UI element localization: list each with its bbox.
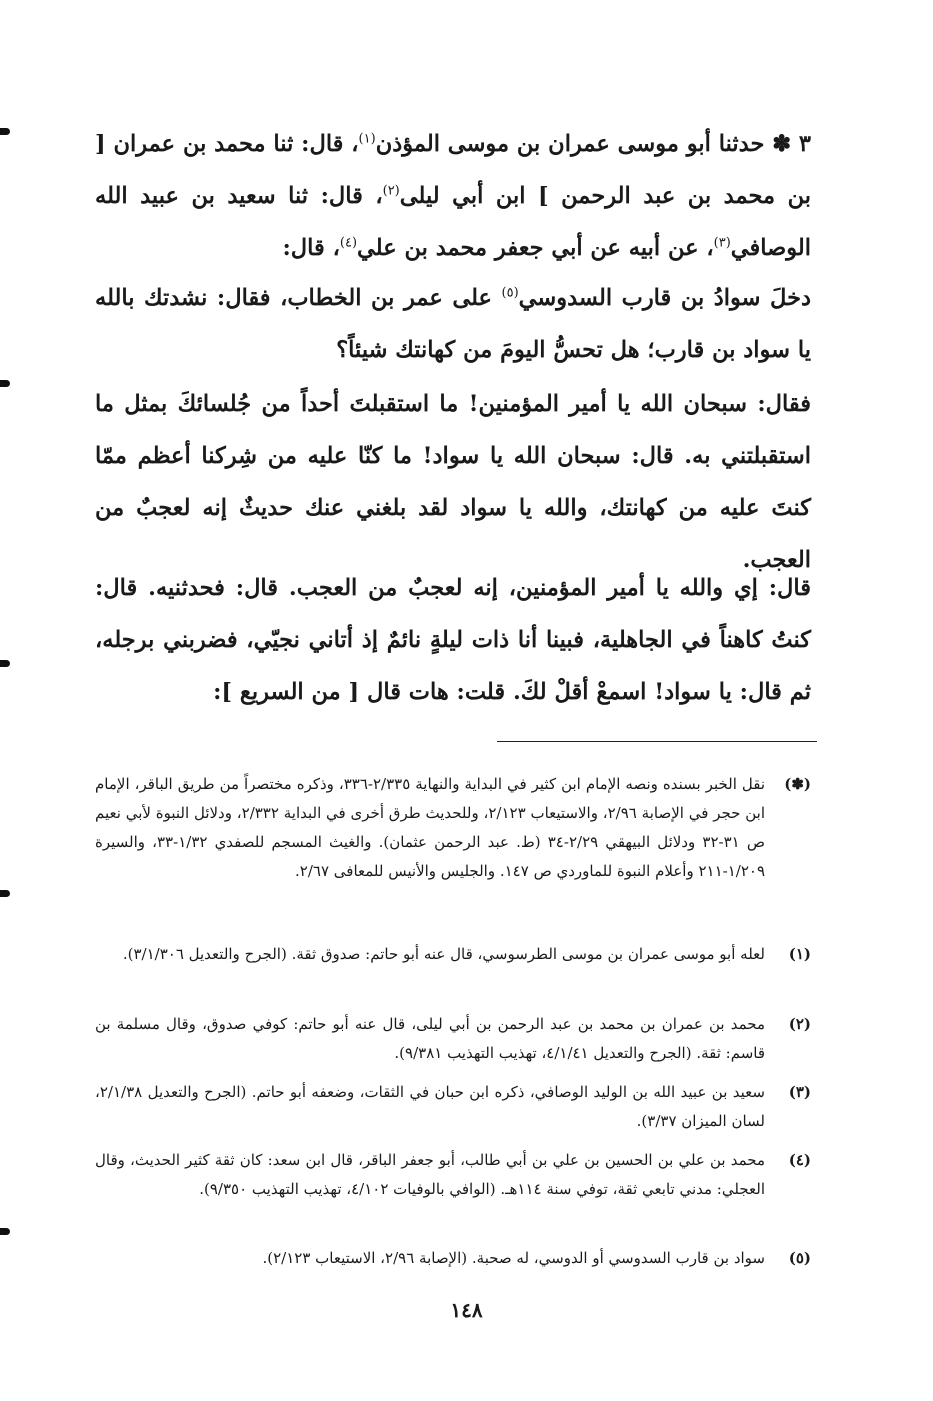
footnote-divider — [497, 741, 817, 742]
footnote-ref: (٥) — [501, 285, 519, 301]
page-number: ١٤٨ — [450, 1298, 483, 1322]
narrative-paragraph: فقال: سبحان الله يا أمير المؤمنين! ما استقبلتَ أحداً من جُلسائكَ بمثل ما استقبلتني به. قال: سبحان الله يا سواد! ما كنّا عليه من شِركنا أعظم ممّا كنتَ عليه من كهانتك، والله يا سواد لقد بلغني عنك حديثٌ إنه لعجبٌ من العجب. — [95, 391, 811, 573]
narrative-paragraph: قال: إي والله يا أمير المؤمنين، إنه لعجبٌ من العجب. قال: فحدثنيه. قال: كنتُ كاهناً في الجاهلية، فبينا أنا ذات ليلةٍ نائمٌ إذ أتاني نجيّي، فضربني برجله، ثم قال: يا سواد! اسمعْ أقلْ لكَ. قلت: هات قال [ من السريع ]: — [95, 575, 811, 705]
margin-tab-mark — [0, 890, 10, 897]
margin-tab-mark — [0, 128, 10, 135]
footnote-ref: (١) — [358, 131, 376, 147]
footnote-marker: (١) — [788, 945, 811, 963]
footnote-ref: (٤) — [339, 235, 358, 251]
footnote-marker: (٣) — [788, 1083, 811, 1101]
margin-tab-mark — [0, 380, 10, 387]
footnote — [95, 770, 811, 886]
footnote — [95, 1078, 811, 1136]
footnote-text: لعله أبو موسى عمران بن موسى الطرسوسي، قال عنه أبو حاتم: صدوق ثقة. (الجرح والتعديل ٣/١/٣٠٦). — [122, 945, 765, 963]
footnote-text: سواد بن قارب السدوسي أو الدوسي، له صحبة. (الإصابة ٢/٩٦، الاستيعاب ٢/١٢٣). — [262, 1249, 765, 1267]
margin-tab-mark — [0, 1228, 10, 1235]
footnote-marker: (✽) — [784, 775, 811, 793]
footnote-ref: (٣) — [713, 235, 731, 251]
footnote — [95, 940, 811, 969]
footnote-marker: (٢) — [788, 1015, 811, 1033]
footnote-text: محمد بن علي بن الحسين بن علي بن أبي طالب، أبو جعفر الباقر، قال ابن سعد: كان ثقة كثير الحديث، وقال العجلي: مدني تابعي ثقة، توفي سنة ١١٤هـ. (الوافي بالوفيات ٤/١٠٢، تهذيب التهذيب ٩/٣٥٠). — [95, 1151, 765, 1198]
footnote-text: نقل الخبر بسنده ونصه الإمام ابن كثير في البداية والنهاية ٢/٣٣٥-٣٣٦، وذكره مختصراً من طريق الباقر، الإمام ابن حجر في الإصابة ٢/٩٦، والاستيعاب ٢/١٢٣، وللحديث طرق أخرى في البداية ٢/٣٣٢، ودلائل النبوة لأبي نعيم ص ٣١-٣٢ ودلائل البيهقي ٢/٢٩-٣٤ (ط. عبد الرحمن عثمان). والغيث المسجم للصفدي ١/٣٢-٣٣، والسيرة ١/٢٠٩-٢١١ وأعلام النبوة للماوردي ص ١٤٧. والجليس والأنيس للمعافى ٢/٦٧. — [95, 775, 766, 880]
footnote-text: سعيد بن عبيد الله بن الوليد الوصافي، ذكره ابن حبان في الثقات، وضعفه أبو حاتم. (الجرح والتعديل ٢/١/٣٨، لسان الميزان ٣/٣٧). — [95, 1083, 765, 1130]
footnote — [95, 1244, 811, 1273]
footnote — [95, 1146, 811, 1204]
margin-tab-mark — [0, 660, 10, 667]
narrative-paragraph: دخلَ سوادُ بن قارب السدوسي$^{(٥)}$ على عمر بن الخطاب، فقال: نشدتك بالله يا سواد بن قارب؛ هل تحسُّ اليومَ من كهانتك شيئاً؟ — [95, 285, 811, 363]
footnote-ref: (٢) — [382, 183, 400, 199]
footnote-marker: (٥) — [788, 1249, 811, 1267]
footnote-text: محمد بن عمران بن محمد بن عبد الرحمن بن أبي ليلى، قال عنه أبو حاتم: كوفي صدوق، وقال مسلمة بن قاسم: ثقة. (الجرح والتعديل ٤/١/٤١، تهذيب التهذيب ٩/٣٨١). — [95, 1015, 765, 1062]
footnote — [95, 1010, 811, 1068]
hadith-isnad-paragraph: ٣ ✽ حدثنا أبو موسى عمران بن موسى المؤذن$^{(١)}$، قال: ثنا محمد بن عمران [ بن محمد بن عبد الرحمن ] ابن أبي ليلى$^{(٢)}$، قال: ثنا سعيد بن عبيد الله الوصافي$^{(٣)}$، عن أبيه عن أبي جعفر محمد بن علي$^{(٤)}$، قال: — [95, 131, 811, 261]
footnote-marker: (٤) — [788, 1151, 811, 1169]
